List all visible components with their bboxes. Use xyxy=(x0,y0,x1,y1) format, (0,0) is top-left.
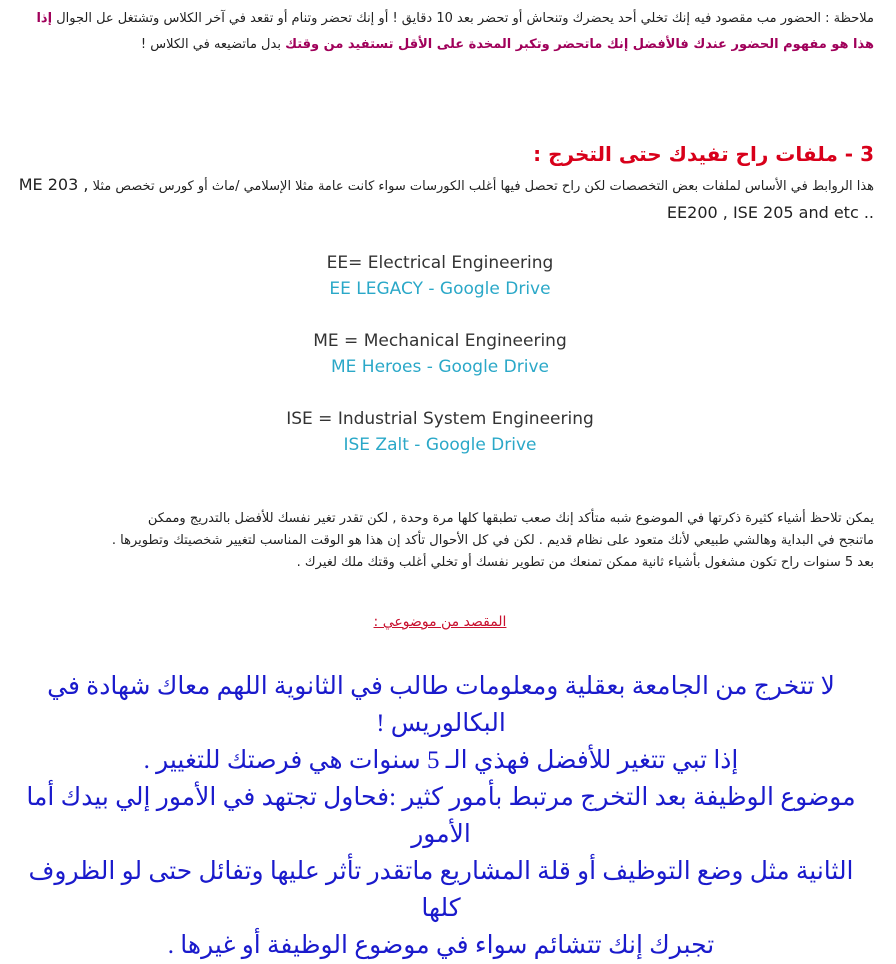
conclusion-block xyxy=(6,668,876,964)
ee-drive-link[interactable]: EE LEGACY - Google Drive xyxy=(329,279,551,299)
conclusion-line: إذا تبي تتغير للأفضل فهذي الـ 5 سنوات هي فرصتك للتغيير . xyxy=(143,747,739,774)
drive-link-group-ise xyxy=(0,406,880,458)
note-text-end: بدل ماتضيعه في الكلاس ! xyxy=(140,37,281,52)
ee-label: EE= Electrical Engineering xyxy=(326,253,554,273)
me-label: ME = Mechanical Engineering xyxy=(313,331,567,351)
note-highlight: إذا هذا هو مفهوم الحضور عندك فالأفضل إنك ماتحضر وتكبر المخدة على الأقل تستفيد من وقتك xyxy=(36,11,874,52)
advice-line: ماتنجح في البداية وهالشي طبيعي لأنك متعود على نظام قديم . لكن في كل الأحوال تأكد إن هذا هو الوقت المناسب لتغيير شخصيتك وتطويرها . xyxy=(111,533,874,548)
note-text: ملاحظة : الحضور مب مقصود فيه إنك تخلي أحد يحضرك وتنحاش أو تحضر بعد 10 دقايق ! أو إنك تحضر وتنام أو تقعد في آخر الكلاس وتشتغل عل الجوال xyxy=(56,11,874,26)
course-codes: ME 203 , EE200 , ISE 205 and etc .. xyxy=(18,175,874,222)
ise-drive-link[interactable]: ISE Zalt - Google Drive xyxy=(343,435,537,455)
section-heading: 3 - ملفات راح تفيدك حتى التخرج : xyxy=(533,142,874,166)
me-drive-link[interactable]: ME Heroes - Google Drive xyxy=(330,357,549,377)
advice-line: بعد 5 سنوات راح تكون مشغول بأشياء ثانية ممكن تمنعك من تطوير نفسك أو تخلي أغلب وقتك ملك لغيرك . xyxy=(296,555,874,570)
conclusion-line: لا تتخرج من الجامعة بعقلية ومعلومات طالب في الثانوية اللهم معاك شهادة في البكالوريس ! xyxy=(47,673,835,737)
advice-line: يمكن تلاحظ أشياء كثيرة ذكرتها في الموضوع شبه متأكد إنك صعب تطبقها كلها مرة وحدة , لكن تقدر تغير نفسك للأفضل بالتدريج وممكن xyxy=(147,511,874,526)
attendance-note xyxy=(12,6,874,58)
conclusion-line: موضوع الوظيفة بعد التخرج مرتبط بأمور كثير :فحاول تجتهد في الأمور إلي بيدك أما الأمور xyxy=(26,784,856,848)
advice-paragraph xyxy=(12,508,874,574)
section-body xyxy=(12,172,874,228)
section-body-text: هذا الروابط في الأساس لملفات بعض التخصصات لكن راح تحصل فيها أغلب الكورسات سواء كانت عامة مثلا الإسلامي /ماث أو كورس تخصص مثلا xyxy=(92,179,874,194)
ise-label: ISE = Industrial System Engineering xyxy=(286,409,594,429)
conclusion-line: تجبرك إنك تتشائم سواء في موضوع الوظيفة أو غيرها . xyxy=(167,932,715,959)
drive-link-group-me xyxy=(0,328,880,380)
drive-link-group-ee xyxy=(0,250,880,302)
purpose-subtitle: المقصد من موضوعي : xyxy=(373,614,507,630)
conclusion-line: الثانية مثل وضع التوظيف أو قلة المشاريع ماتقدر تأثر عليها وتفائل حتى لو الظروف كلها xyxy=(28,858,854,922)
